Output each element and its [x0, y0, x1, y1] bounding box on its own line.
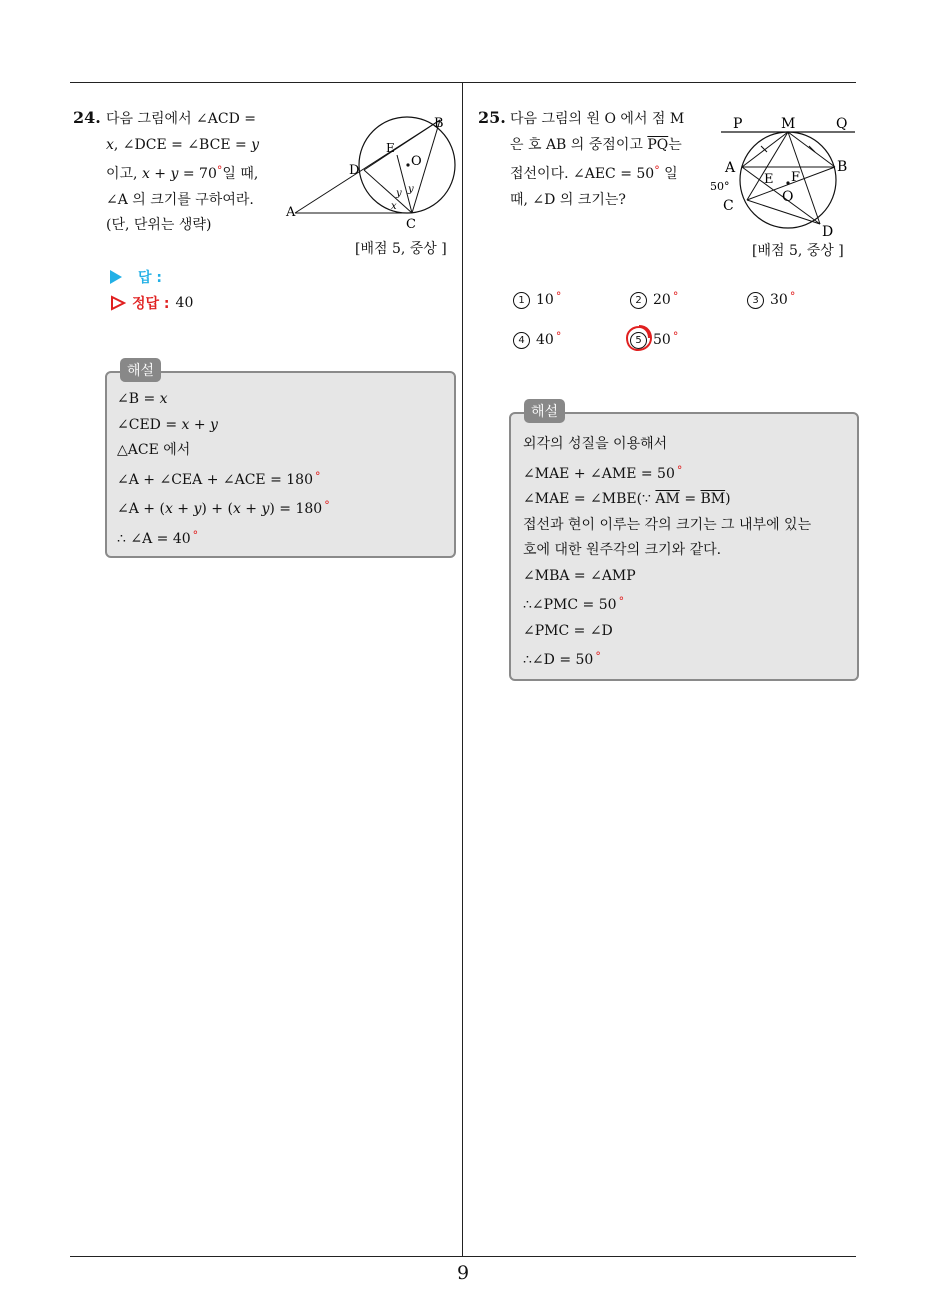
- choice-2[interactable]: 2 20 °: [630, 290, 678, 309]
- question-25-number: 25.: [478, 108, 506, 127]
- answer-label: 답 :: [138, 270, 162, 286]
- page-number: 9: [456, 1262, 470, 1284]
- fig25-label-angle: 50°: [710, 180, 730, 193]
- question-24-figure: [282, 110, 462, 235]
- fig24-label-x: x: [391, 201, 397, 212]
- question-24-solution: ∠B = x ∠CED = x + y △ACE 에서 ∠A + ∠CEA + ∠ACE = 180 ° ∠A + (x + y) + (x + y) = 180 ° ∴ ∠A = 40 °: [117, 391, 330, 547]
- question-25-text: 다음 그림의 원 O 에서 점 M 은 호 AB 의 중점이고 $\overline{PQ}$는 접선이다. ∠AEC = 50° 일 때, ∠D 의 크기는?: [510, 111, 685, 208]
- question-24-solution-tag: 해설: [120, 358, 161, 382]
- correct-value: 40: [175, 295, 194, 311]
- fig25-label-m: M: [781, 116, 796, 132]
- question-25-figure: [705, 110, 865, 240]
- choice-1[interactable]: 1 10 °: [513, 290, 561, 309]
- top-rule: [70, 82, 856, 83]
- question-24-number: 24.: [73, 108, 101, 127]
- fig24-label-y2: y: [408, 184, 414, 195]
- fig25-label-b: B: [837, 159, 848, 175]
- question-25-solution: 외각의 성질을 이용해서 ∠MAE + ∠AME = 50 ° ∠MAE = ∠MBE(∵ $\overline{AM} = \overline{BM}$) 접선과 현이 이루는 각의 크기는 그 내부에 있는 호에 대한 원주각의 크기와 같다. ∠MBA = ∠AMP ∴∠PMC = 50 ° ∠PMC = ∠D ∴∠D = 50 °: [523, 436, 812, 668]
- fig24-label-y1: y: [396, 188, 402, 199]
- choice-3[interactable]: 3 30 °: [747, 290, 795, 309]
- fig25-label-c: C: [723, 198, 734, 214]
- correct-label: 정답 :: [132, 296, 170, 312]
- fig25-label-q: Q: [836, 116, 848, 132]
- column-divider: [462, 82, 463, 1257]
- fig24-label-c: C: [406, 217, 416, 232]
- choice-4[interactable]: 4 40 °: [513, 330, 561, 349]
- fig24-label-d: D: [349, 163, 360, 178]
- choice-5[interactable]: 5 50 °: [630, 330, 678, 349]
- fig24-label-b: B: [434, 116, 444, 131]
- fig25-label-a: A: [725, 160, 736, 176]
- bottom-rule: [70, 1256, 856, 1257]
- fig25-label-p: P: [733, 116, 743, 132]
- fig24-label-e: E: [386, 141, 395, 155]
- question-24-solution-box: [105, 371, 456, 558]
- fig25-label-e: E: [764, 172, 774, 187]
- question-25-solution-tag: 해설: [524, 399, 565, 423]
- fig24-label-a: A: [286, 205, 296, 220]
- answer-arrow-icon: [110, 270, 122, 284]
- question-24-text: 다음 그림에서 ∠ACD = x, ∠DCE = ∠BCE = y 이고, x + y = 70°일 때, ∠A 의 크기를 구하여라. (단, 단위는 생략): [106, 111, 260, 233]
- fig25-label-f: F: [791, 170, 801, 185]
- question-25-score: [배점 5, 중상 ]: [752, 243, 844, 259]
- question-24-answer: [110, 264, 193, 316]
- question-25-solution-box: [509, 412, 859, 681]
- question-24-score: [배점 5, 중상 ]: [355, 241, 447, 257]
- selected-answer-circle-icon: [624, 323, 654, 353]
- fig25-label-o: O: [782, 189, 794, 205]
- correct-arrow-icon: [110, 295, 126, 311]
- fig24-label-o: O: [411, 154, 422, 169]
- fig25-label-d: D: [822, 224, 834, 240]
